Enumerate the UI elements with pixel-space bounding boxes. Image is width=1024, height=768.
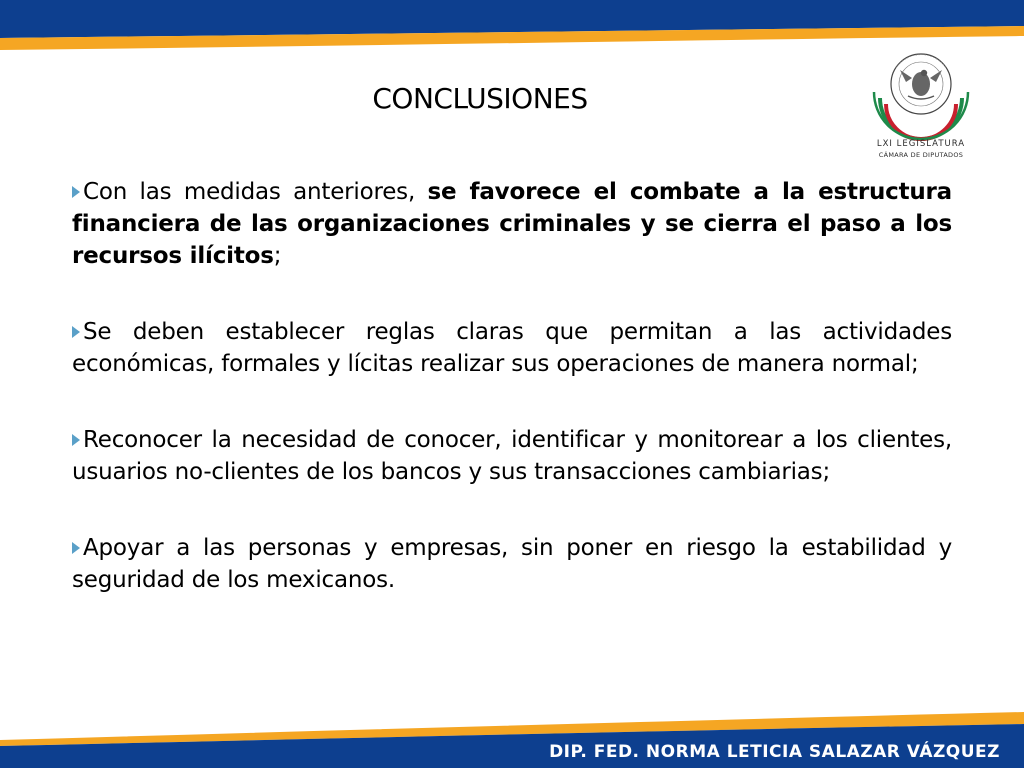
bullet-text-post: ; [273,243,282,269]
bullet-item [72,316,952,380]
bullet-arrow-icon [72,542,80,554]
bullet-arrow-icon [72,186,80,198]
bullet-text: Reconocer la necesidad de conocer, identificar y monitorear a los clientes, usuarios no-clientes de los bancos y sus transacciones cambiarias; [72,427,952,485]
bullet-text: Se deben establecer reglas claras que permitan a las actividades económicas, formales y lícitas realizar sus operaciones de manera normal; [72,319,952,377]
page-title: CONCLUSIONES [372,82,588,115]
bullet-text: Apoyar a las personas y empresas, sin poner en riesgo la estabilidad y seguridad de los mexicanos. [72,535,952,593]
logo-legislature-label: LXI LEGISLATURA [876,139,966,149]
bullet-item [72,176,952,272]
bullet-text-pre: Con las medidas anteriores, [83,179,428,205]
bullet-arrow-icon [72,434,80,446]
bullet-item [72,532,952,596]
bullet-item [72,424,952,488]
footer-author: DIP. FED. NORMA LETICIA SALAZAR VÁZQUEZ [549,742,1000,762]
bullet-list [72,176,952,640]
bullet-text-bold: se favorece el combate a la estructura financiera de las organizaciones criminales y se cierra el paso a los recursos ilícitos [72,179,953,269]
logo-chamber-label: CÁMARA DE DIPUTADOS [878,151,964,159]
bullet-arrow-icon [72,326,80,338]
